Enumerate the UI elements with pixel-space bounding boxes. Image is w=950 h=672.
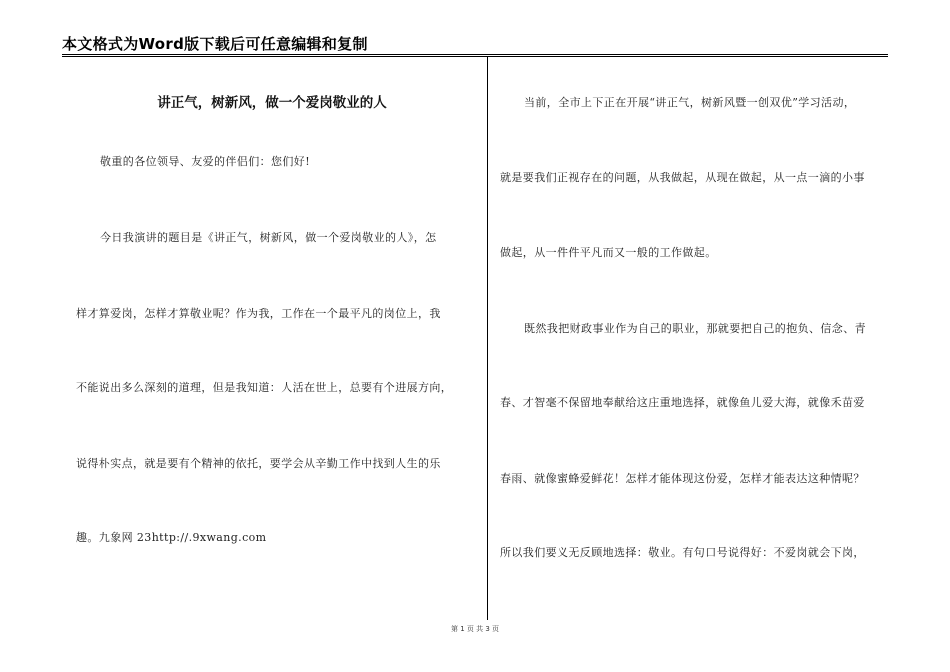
left-line-3: 样才算爱岗，怎样才算敬业呢？作为我，工作在一个最平凡的岗位上，我: [76, 307, 441, 320]
left-line-6: 趣。九象网 23http://.9xwang.com: [76, 531, 267, 544]
right-line-5: 春、才智毫不保留地奉献给这庄重地选择，就像鱼儿爱大海，就像禾苗爱: [500, 396, 865, 409]
left-line-2: 今日我演讲的题目是《讲正气，树新风，做一个爱岗敬业的人》，怎: [100, 231, 437, 244]
header-rule-double: [62, 56, 888, 57]
column-divider: [487, 57, 488, 620]
right-line-3: 做起，从一件件平凡而又一般的工作做起。: [500, 246, 717, 259]
right-line-2: 就是要我们正视存在的问题，从我做起，从现在做起，从一点一滴的小事: [500, 171, 865, 184]
left-line-1: 敬重的各位领导、友爱的伴侣们：您们好!: [100, 155, 311, 168]
right-line-1: 当前，全市上下正在开展“讲正气，树新风暨一创双优”学习活动，: [524, 96, 856, 109]
left-line-5: 说得朴实点，就是要有个精神的依托，要学会从辛勤工作中找到人生的乐: [76, 457, 441, 470]
right-line-6: 春雨、就像蜜蜂爱鲜花！怎样才能体现这份爱，怎样才能表达这种情呢？: [500, 472, 865, 485]
header-rule: [62, 54, 888, 55]
document-title: 讲正气，树新风，做一个爱岗敬业的人: [157, 95, 387, 111]
right-line-4: 既然我把财政事业作为自己的职业，那就要把自己的抱负、信念、青: [524, 322, 866, 335]
right-line-7: 所以我们要义无反顾地选择：敬业。有句口号说得好：不爱岗就会下岗，: [500, 546, 865, 559]
left-line-4: 不能说出多么深刻的道理，但是我知道：人活在世上，总要有个进展方向，: [76, 381, 453, 394]
header-title: 本文格式为Word版下载后可任意编辑和复制: [62, 35, 368, 53]
page-number: 第 1 页 共 3 页: [450, 625, 500, 633]
